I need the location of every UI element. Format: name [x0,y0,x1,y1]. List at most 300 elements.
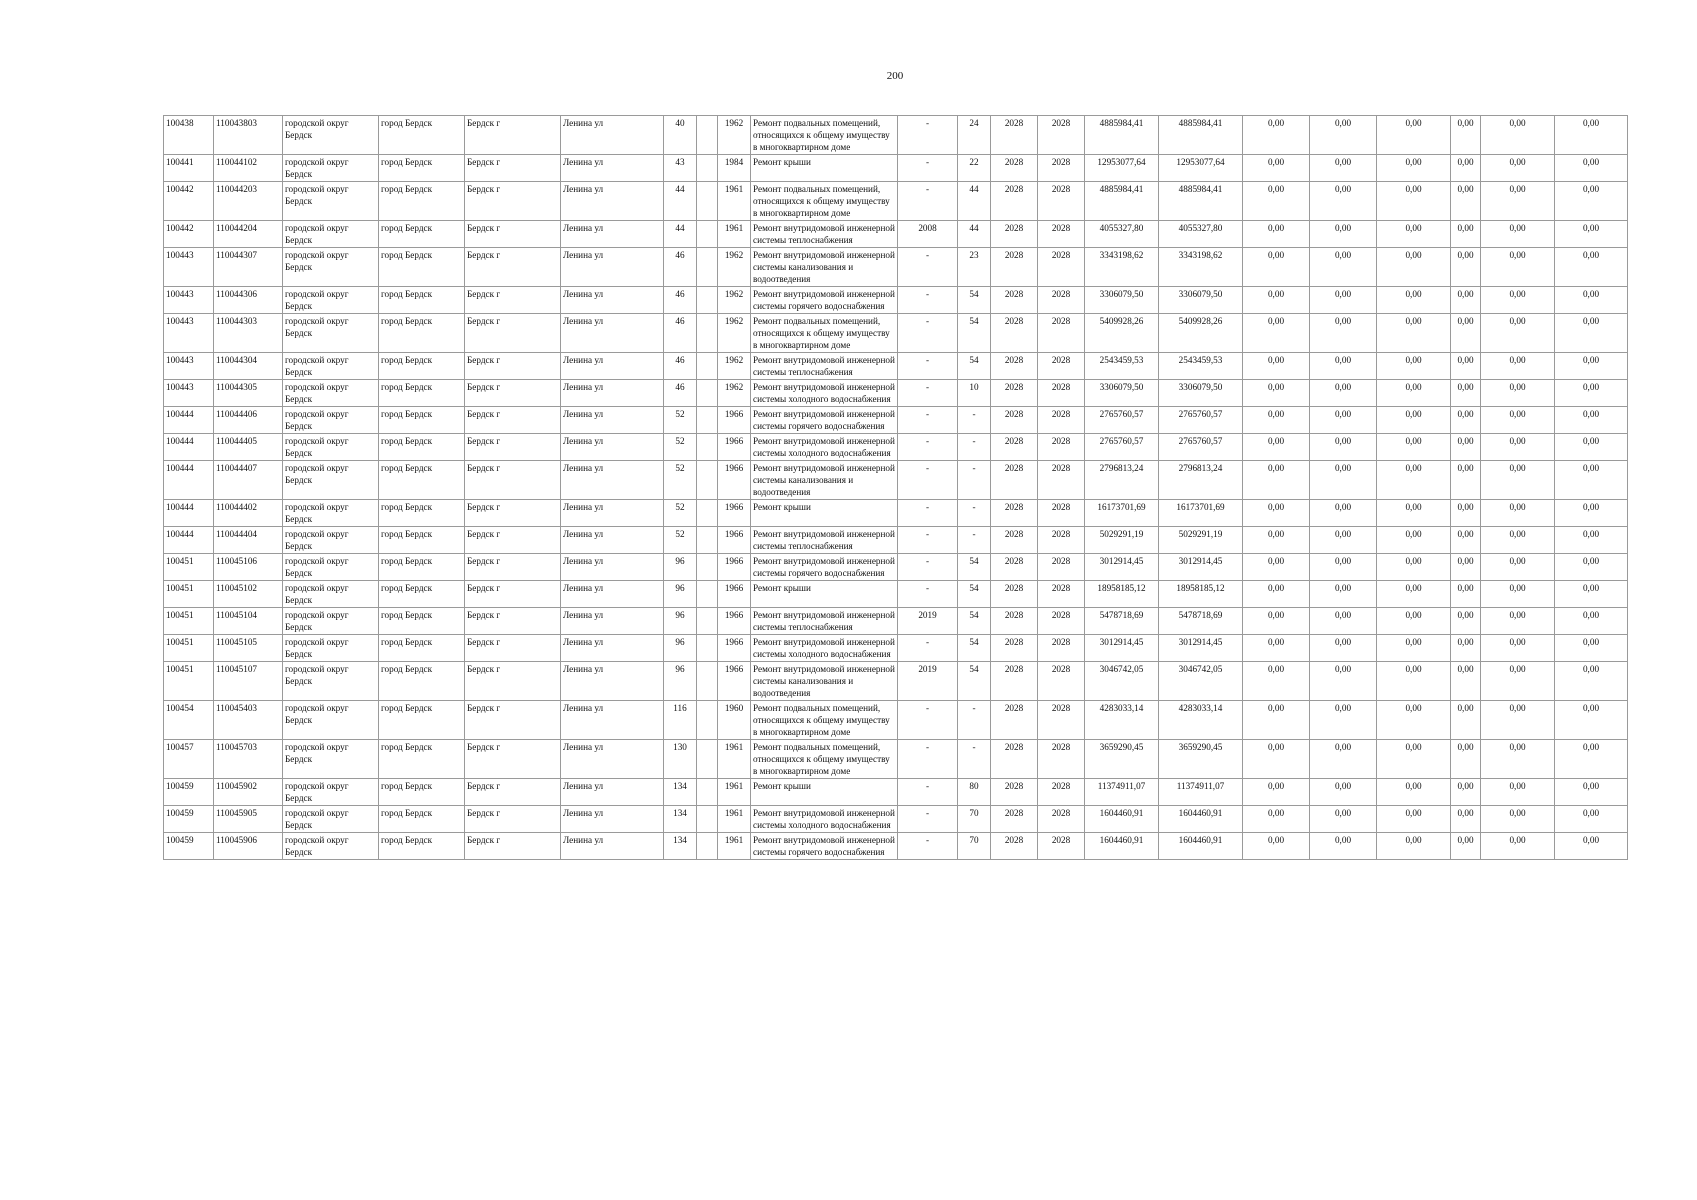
street-cell: Ленина ул [561,833,664,860]
block-cell [697,434,718,461]
value-cell: 0,00 [1310,461,1377,500]
value-cell: 0,00 [1310,407,1377,434]
district-cell: городской округ Бердск [283,779,379,806]
element-code-cell: 110044203 [214,182,283,221]
plan-year-from-cell: 2028 [991,662,1038,701]
cost-fund-cell: 1604460,91 [1159,833,1243,860]
value-cell: 0,00 [1377,221,1451,248]
table-row [164,833,1628,860]
cost-fund-cell: 18958185,12 [1159,581,1243,608]
city-cell: город Бердск [379,182,465,221]
district-cell: городской округ Бердск [283,353,379,380]
work-type-cell: Ремонт внутридомовой инженерной системы канализования и водоотведения [751,248,898,287]
wear-cell: 44 [958,221,991,248]
value-cell: 0,00 [1481,155,1555,182]
value-cell: 0,00 [1555,407,1628,434]
value-cell: 0,00 [1451,635,1481,662]
value-cell: 0,00 [1481,287,1555,314]
cost-total-cell: 5409928,26 [1085,314,1159,353]
build-year-cell: 1966 [718,461,751,500]
value-cell: 0,00 [1555,662,1628,701]
block-cell [697,248,718,287]
house-number-cell: 46 [664,287,697,314]
plan-year-to-cell: 2028 [1038,527,1085,554]
cost-fund-cell: 5029291,19 [1159,527,1243,554]
value-cell: 0,00 [1310,527,1377,554]
value-cell: 0,00 [1377,182,1451,221]
build-year-cell: 1962 [718,248,751,287]
work-type-cell: Ремонт внутридомовой инженерной системы горячего водоснабжения [751,407,898,434]
house-id-cell: 100444 [164,434,214,461]
table-row [164,221,1628,248]
plan-year-to-cell: 2028 [1038,461,1085,500]
house-id-cell: 100438 [164,116,214,155]
city-cell: город Бердск [379,740,465,779]
value-cell: 0,00 [1481,353,1555,380]
street-cell: Ленина ул [561,500,664,527]
wear-cell: 23 [958,248,991,287]
wear-cell: - [958,740,991,779]
build-year-cell: 1962 [718,287,751,314]
last-repair-year-cell: 2008 [898,221,958,248]
value-cell: 0,00 [1555,701,1628,740]
locality-cell: Бердск г [465,779,561,806]
value-cell: 0,00 [1310,779,1377,806]
house-id-cell: 100444 [164,407,214,434]
district-cell: городской округ Бердск [283,701,379,740]
work-type-cell: Ремонт внутридомовой инженерной системы горячего водоснабжения [751,554,898,581]
work-type-cell: Ремонт внутридомовой инженерной системы холодного водоснабжения [751,380,898,407]
locality-cell: Бердск г [465,248,561,287]
house-number-cell: 134 [664,806,697,833]
element-code-cell: 110044307 [214,248,283,287]
wear-cell: - [958,434,991,461]
block-cell [697,806,718,833]
table-row [164,353,1628,380]
work-type-cell: Ремонт подвальных помещений, относящихся к общему имуществу в многоквартирном доме [751,314,898,353]
last-repair-year-cell: - [898,833,958,860]
value-cell: 0,00 [1310,248,1377,287]
value-cell: 0,00 [1377,434,1451,461]
element-code-cell: 110044402 [214,500,283,527]
district-cell: городской округ Бердск [283,434,379,461]
city-cell: город Бердск [379,407,465,434]
district-cell: городской округ Бердск [283,155,379,182]
last-repair-year-cell: 2019 [898,608,958,635]
value-cell: 0,00 [1310,380,1377,407]
locality-cell: Бердск г [465,554,561,581]
value-cell: 0,00 [1481,581,1555,608]
wear-cell: 54 [958,314,991,353]
build-year-cell: 1961 [718,221,751,248]
city-cell: город Бердск [379,701,465,740]
value-cell: 0,00 [1555,740,1628,779]
plan-year-from-cell: 2028 [991,527,1038,554]
value-cell: 0,00 [1243,779,1310,806]
cost-total-cell: 3012914,45 [1085,635,1159,662]
value-cell: 0,00 [1481,635,1555,662]
value-cell: 0,00 [1243,380,1310,407]
district-cell: городской округ Бердск [283,635,379,662]
value-cell: 0,00 [1555,461,1628,500]
cost-total-cell: 1604460,91 [1085,833,1159,860]
value-cell: 0,00 [1310,833,1377,860]
plan-year-to-cell: 2028 [1038,554,1085,581]
last-repair-year-cell: - [898,581,958,608]
build-year-cell: 1966 [718,554,751,581]
locality-cell: Бердск г [465,380,561,407]
value-cell: 0,00 [1481,182,1555,221]
value-cell: 0,00 [1243,701,1310,740]
cost-total-cell: 5029291,19 [1085,527,1159,554]
block-cell [697,527,718,554]
element-code-cell: 110045105 [214,635,283,662]
value-cell: 0,00 [1243,500,1310,527]
last-repair-year-cell: - [898,182,958,221]
value-cell: 0,00 [1555,554,1628,581]
table-row [164,779,1628,806]
cost-total-cell: 4885984,41 [1085,116,1159,155]
last-repair-year-cell: - [898,353,958,380]
cost-total-cell: 3343198,62 [1085,248,1159,287]
cost-total-cell: 3306079,50 [1085,287,1159,314]
cost-total-cell: 2796813,24 [1085,461,1159,500]
value-cell: 0,00 [1451,500,1481,527]
city-cell: город Бердск [379,353,465,380]
value-cell: 0,00 [1555,581,1628,608]
build-year-cell: 1984 [718,155,751,182]
value-cell: 0,00 [1310,314,1377,353]
locality-cell: Бердск г [465,182,561,221]
plan-year-from-cell: 2028 [991,833,1038,860]
city-cell: город Бердск [379,380,465,407]
value-cell: 0,00 [1555,221,1628,248]
street-cell: Ленина ул [561,221,664,248]
house-id-cell: 100451 [164,581,214,608]
value-cell: 0,00 [1481,662,1555,701]
plan-year-from-cell: 2028 [991,701,1038,740]
cost-fund-cell: 2765760,57 [1159,407,1243,434]
house-id-cell: 100441 [164,155,214,182]
city-cell: город Бердск [379,155,465,182]
element-code-cell: 110045703 [214,740,283,779]
table-row [164,608,1628,635]
work-type-cell: Ремонт подвальных помещений, относящихся к общему имуществу в многоквартирном доме [751,182,898,221]
cost-fund-cell: 3012914,45 [1159,635,1243,662]
street-cell: Ленина ул [561,581,664,608]
cost-fund-cell: 3012914,45 [1159,554,1243,581]
value-cell: 0,00 [1481,500,1555,527]
street-cell: Ленина ул [561,155,664,182]
cost-fund-cell: 3306079,50 [1159,287,1243,314]
value-cell: 0,00 [1377,662,1451,701]
house-number-cell: 44 [664,182,697,221]
table-row [164,407,1628,434]
value-cell: 0,00 [1451,434,1481,461]
value-cell: 0,00 [1481,806,1555,833]
value-cell: 0,00 [1555,635,1628,662]
value-cell: 0,00 [1451,608,1481,635]
block-cell [697,701,718,740]
value-cell: 0,00 [1481,554,1555,581]
build-year-cell: 1966 [718,434,751,461]
street-cell: Ленина ул [561,434,664,461]
house-number-cell: 44 [664,221,697,248]
block-cell [697,461,718,500]
value-cell: 0,00 [1243,182,1310,221]
cost-fund-cell: 12953077,64 [1159,155,1243,182]
value-cell: 0,00 [1243,806,1310,833]
last-repair-year-cell: - [898,779,958,806]
build-year-cell: 1961 [718,806,751,833]
city-cell: город Бердск [379,116,465,155]
house-id-cell: 100451 [164,635,214,662]
element-code-cell: 110044405 [214,434,283,461]
street-cell: Ленина ул [561,635,664,662]
wear-cell: 54 [958,581,991,608]
element-code-cell: 110044407 [214,461,283,500]
value-cell: 0,00 [1481,380,1555,407]
wear-cell: 24 [958,116,991,155]
plan-year-from-cell: 2028 [991,779,1038,806]
last-repair-year-cell: - [898,116,958,155]
value-cell: 0,00 [1555,500,1628,527]
value-cell: 0,00 [1481,221,1555,248]
plan-year-to-cell: 2028 [1038,662,1085,701]
element-code-cell: 110044404 [214,527,283,554]
value-cell: 0,00 [1243,407,1310,434]
value-cell: 0,00 [1243,527,1310,554]
last-repair-year-cell: - [898,380,958,407]
cost-fund-cell: 16173701,69 [1159,500,1243,527]
value-cell: 0,00 [1451,527,1481,554]
street-cell: Ленина ул [561,806,664,833]
locality-cell: Бердск г [465,434,561,461]
locality-cell: Бердск г [465,407,561,434]
wear-cell: - [958,527,991,554]
value-cell: 0,00 [1451,554,1481,581]
house-number-cell: 130 [664,740,697,779]
value-cell: 0,00 [1377,287,1451,314]
plan-year-from-cell: 2028 [991,287,1038,314]
district-cell: городской округ Бердск [283,500,379,527]
build-year-cell: 1961 [718,779,751,806]
street-cell: Ленина ул [561,527,664,554]
locality-cell: Бердск г [465,221,561,248]
house-id-cell: 100459 [164,779,214,806]
house-id-cell: 100457 [164,740,214,779]
plan-year-to-cell: 2028 [1038,407,1085,434]
wear-cell: - [958,407,991,434]
value-cell: 0,00 [1451,740,1481,779]
district-cell: городской округ Бердск [283,248,379,287]
table-row [164,527,1628,554]
value-cell: 0,00 [1481,701,1555,740]
cost-total-cell: 16173701,69 [1085,500,1159,527]
work-type-cell: Ремонт внутридомовой инженерной системы холодного водоснабжения [751,434,898,461]
table-row [164,635,1628,662]
work-type-cell: Ремонт подвальных помещений, относящихся к общему имуществу в многоквартирном доме [751,116,898,155]
value-cell: 0,00 [1310,182,1377,221]
element-code-cell: 110045107 [214,662,283,701]
street-cell: Ленина ул [561,662,664,701]
value-cell: 0,00 [1555,182,1628,221]
table-row [164,461,1628,500]
value-cell: 0,00 [1243,314,1310,353]
cost-total-cell: 1604460,91 [1085,806,1159,833]
value-cell: 0,00 [1555,116,1628,155]
last-repair-year-cell: - [898,314,958,353]
build-year-cell: 1961 [718,740,751,779]
wear-cell: 54 [958,662,991,701]
cost-total-cell: 5478718,69 [1085,608,1159,635]
value-cell: 0,00 [1377,314,1451,353]
value-cell: 0,00 [1310,221,1377,248]
house-id-cell: 100444 [164,527,214,554]
street-cell: Ленина ул [561,182,664,221]
value-cell: 0,00 [1377,500,1451,527]
cost-fund-cell: 4885984,41 [1159,116,1243,155]
wear-cell: 22 [958,155,991,182]
city-cell: город Бердск [379,833,465,860]
city-cell: город Бердск [379,248,465,287]
table-row [164,434,1628,461]
build-year-cell: 1966 [718,662,751,701]
value-cell: 0,00 [1377,155,1451,182]
table-row [164,287,1628,314]
table-row [164,116,1628,155]
block-cell [697,287,718,314]
house-number-cell: 134 [664,779,697,806]
build-year-cell: 1962 [718,314,751,353]
street-cell: Ленина ул [561,353,664,380]
value-cell: 0,00 [1377,353,1451,380]
value-cell: 0,00 [1451,314,1481,353]
locality-cell: Бердск г [465,740,561,779]
value-cell: 0,00 [1310,662,1377,701]
value-cell: 0,00 [1377,461,1451,500]
street-cell: Ленина ул [561,740,664,779]
last-repair-year-cell: - [898,806,958,833]
value-cell: 0,00 [1451,221,1481,248]
plan-year-to-cell: 2028 [1038,314,1085,353]
value-cell: 0,00 [1451,248,1481,287]
cost-fund-cell: 3046742,05 [1159,662,1243,701]
value-cell: 0,00 [1377,116,1451,155]
plan-year-from-cell: 2028 [991,182,1038,221]
cost-fund-cell: 4055327,80 [1159,221,1243,248]
value-cell: 0,00 [1555,779,1628,806]
value-cell: 0,00 [1481,407,1555,434]
locality-cell: Бердск г [465,461,561,500]
plan-year-to-cell: 2028 [1038,701,1085,740]
plan-year-from-cell: 2028 [991,806,1038,833]
value-cell: 0,00 [1243,833,1310,860]
wear-cell: 54 [958,287,991,314]
street-cell: Ленина ул [561,116,664,155]
plan-year-to-cell: 2028 [1038,155,1085,182]
cost-total-cell: 4055327,80 [1085,221,1159,248]
cost-fund-cell: 3659290,45 [1159,740,1243,779]
plan-year-to-cell: 2028 [1038,581,1085,608]
wear-cell: - [958,701,991,740]
value-cell: 0,00 [1377,608,1451,635]
plan-year-to-cell: 2028 [1038,500,1085,527]
cost-total-cell: 2765760,57 [1085,434,1159,461]
block-cell [697,662,718,701]
cost-fund-cell: 3306079,50 [1159,380,1243,407]
plan-year-to-cell: 2028 [1038,380,1085,407]
locality-cell: Бердск г [465,116,561,155]
table-row [164,701,1628,740]
build-year-cell: 1961 [718,182,751,221]
value-cell: 0,00 [1243,608,1310,635]
element-code-cell: 110045902 [214,779,283,806]
district-cell: городской округ Бердск [283,380,379,407]
plan-year-from-cell: 2028 [991,581,1038,608]
plan-year-from-cell: 2028 [991,635,1038,662]
page-number: 200 [886,70,904,82]
house-id-cell: 100444 [164,461,214,500]
value-cell: 0,00 [1377,740,1451,779]
value-cell: 0,00 [1555,248,1628,287]
value-cell: 0,00 [1310,554,1377,581]
locality-cell: Бердск г [465,608,561,635]
cost-total-cell: 2765760,57 [1085,407,1159,434]
house-id-cell: 100442 [164,182,214,221]
plan-year-from-cell: 2028 [991,500,1038,527]
block-cell [697,635,718,662]
house-number-cell: 52 [664,434,697,461]
house-number-cell: 96 [664,635,697,662]
cost-total-cell: 3306079,50 [1085,380,1159,407]
plan-year-from-cell: 2028 [991,221,1038,248]
house-id-cell: 100459 [164,833,214,860]
element-code-cell: 110045102 [214,581,283,608]
house-id-cell: 100443 [164,314,214,353]
block-cell [697,221,718,248]
last-repair-year-cell: - [898,407,958,434]
plan-year-to-cell: 2028 [1038,806,1085,833]
city-cell: город Бердск [379,500,465,527]
last-repair-year-cell: - [898,635,958,662]
value-cell: 0,00 [1555,287,1628,314]
last-repair-year-cell: - [898,554,958,581]
value-cell: 0,00 [1555,608,1628,635]
value-cell: 0,00 [1377,380,1451,407]
plan-year-to-cell: 2028 [1038,608,1085,635]
house-id-cell: 100443 [164,353,214,380]
block-cell [697,554,718,581]
house-number-cell: 43 [664,155,697,182]
wear-cell: 10 [958,380,991,407]
district-cell: городской округ Бердск [283,608,379,635]
last-repair-year-cell: 2019 [898,662,958,701]
value-cell: 0,00 [1377,779,1451,806]
city-cell: город Бердск [379,581,465,608]
cost-fund-cell: 1604460,91 [1159,806,1243,833]
cost-total-cell: 18958185,12 [1085,581,1159,608]
cost-fund-cell: 2765760,57 [1159,434,1243,461]
plan-year-from-cell: 2028 [991,380,1038,407]
value-cell: 0,00 [1451,380,1481,407]
district-cell: городской округ Бердск [283,221,379,248]
house-id-cell: 100454 [164,701,214,740]
street-cell: Ленина ул [561,554,664,581]
value-cell: 0,00 [1555,833,1628,860]
value-cell: 0,00 [1451,833,1481,860]
city-cell: город Бердск [379,461,465,500]
